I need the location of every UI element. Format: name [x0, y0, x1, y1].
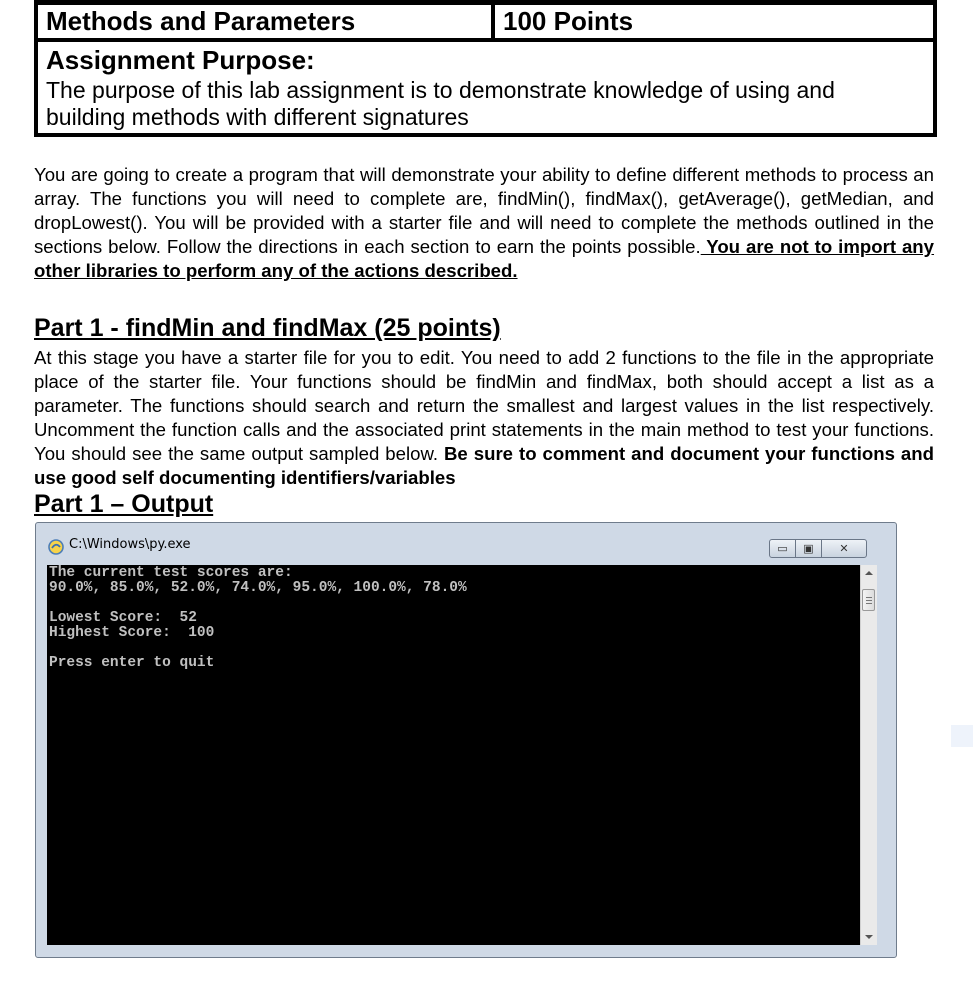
scroll-up-icon[interactable]	[865, 571, 873, 575]
purpose-box	[38, 42, 933, 133]
intro-text: You are going to create a program that will demonstrate your ability to define different methods to process an array. The functions you will need to complete are, findMin(), findMax(), getAverage(), getMedian, and dropLowest(). You will be provided with a starter file and will need to complete the methods outlined in the sections below. Follow the directions in each section to earn the points possible.	[34, 164, 934, 257]
output-line: The current test scores are:	[49, 565, 293, 581]
assignment-title: Methods and Parameters	[38, 5, 495, 38]
background-artifact	[951, 725, 973, 747]
output-line: Highest Score: 100	[49, 625, 215, 641]
grip-line	[866, 600, 872, 601]
console-title: C:\Windows\py.exe	[69, 537, 191, 552]
header-table	[34, 0, 937, 137]
console-window	[35, 522, 897, 958]
minimize-button[interactable]	[769, 539, 796, 558]
part1-paragraph	[34, 346, 934, 490]
intro-paragraph	[34, 163, 934, 283]
scroll-thumb[interactable]	[862, 589, 875, 611]
part1-bold-text: Be sure to comment and document your functions and use good self documenting identifiers/variables	[34, 443, 934, 488]
scroll-down-icon[interactable]	[865, 935, 873, 939]
assignment-points: 100 Points	[503, 6, 634, 36]
part1-heading: Part 1 - findMin and findMax (25 points)	[34, 314, 501, 342]
header-row	[38, 0, 933, 42]
purpose-text: The purpose of this lab assignment is to demonstrate knowledge of using and building methods with different signatures	[46, 77, 835, 130]
close-button[interactable]	[821, 539, 867, 558]
output-line: Lowest Score: 52	[49, 610, 197, 626]
grip-line	[866, 603, 872, 604]
console-output	[47, 565, 860, 945]
output-heading: Part 1 – Output	[34, 490, 214, 518]
maximize-icon: ▣	[803, 542, 814, 555]
minimize-icon: ▭	[777, 542, 788, 555]
part1-text: At this stage you have a starter file for you to edit. You need to add 2 functions to the file in the appropriate place of the starter file. Your functions should be findMin and findMax, both should accept a list as a parameter. The functions should search and return the smallest and largest values in the list respectively. Uncomment the function calls and the associated print statements in the main method to test your functions. You should see the same output sampled below.	[34, 347, 934, 464]
blank-line	[49, 596, 860, 611]
python-icon	[48, 539, 64, 555]
purpose-title: Assignment Purpose:	[46, 45, 315, 75]
grip-line	[866, 597, 872, 598]
output-line: Press enter to quit	[49, 655, 215, 671]
console-titlebar[interactable]	[36, 523, 896, 565]
close-icon: ✕	[839, 542, 849, 555]
output-line: 90.0%, 85.0%, 52.0%, 74.0%, 95.0%, 100.0%, 78.0%	[49, 580, 467, 596]
blank-line	[49, 641, 860, 656]
vertical-scrollbar[interactable]	[860, 565, 877, 945]
intro-warning: You are not to import any other libraries to perform any of the actions described.	[34, 236, 935, 281]
maximize-button[interactable]	[795, 539, 822, 558]
